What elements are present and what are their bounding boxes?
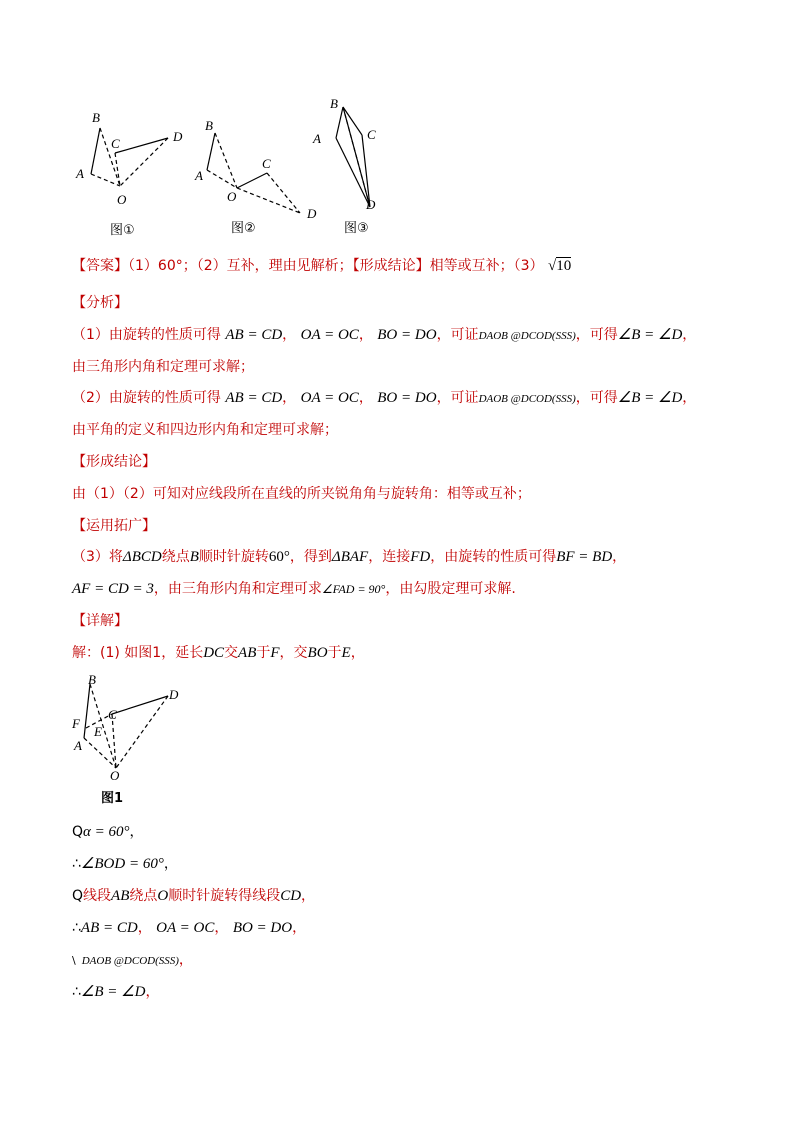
figure-2 <box>195 108 325 238</box>
sqrt-expression: √10 <box>548 258 572 274</box>
ext-text: 绕点 <box>161 549 190 565</box>
fig2-label-b: B <box>205 118 213 133</box>
point-o: O <box>157 888 169 904</box>
answer-line <box>72 255 571 275</box>
comma: ， <box>178 952 193 968</box>
fig2-label-c: C <box>262 156 271 171</box>
detail-caption: 图1 <box>101 791 124 806</box>
because-symbol: Q <box>72 888 84 904</box>
eq-bf-bd: BF = BD <box>556 549 613 565</box>
comma: ， <box>282 390 297 406</box>
comma: ， <box>358 390 373 406</box>
comma: ， <box>682 327 697 343</box>
eq-bod: ∠BOD = 60° <box>80 856 164 872</box>
seg-ab: AB <box>111 888 130 904</box>
analysis-tag: 【分析】 <box>72 295 128 311</box>
therefore-symbol: ∴ <box>72 920 81 936</box>
therefore-symbol: ∴ <box>72 856 81 872</box>
tri-bcd: ΔBCD <box>122 549 162 565</box>
detail-label-c: C <box>108 707 117 722</box>
then-text: ，可得 <box>575 390 618 406</box>
fig3-label-d: D <box>366 197 376 212</box>
point-b: B <box>189 549 199 565</box>
ext-text: （3）将 <box>72 549 123 565</box>
detail-text: 于 <box>327 645 342 661</box>
fig1-label-c: C <box>111 136 120 151</box>
detail-label-e: E <box>94 724 102 739</box>
extension-tag: 【运用拓广】 <box>72 518 156 534</box>
ext-text: ，由勾股定理可求解. <box>385 581 516 597</box>
eq-angle: ∠B = ∠D <box>617 327 683 343</box>
point-f: F <box>270 645 280 661</box>
sqrt-value: 10 <box>556 258 572 274</box>
detail-text: ， <box>129 824 144 840</box>
angle-60: 60° <box>268 549 290 565</box>
congruence: DAOB @DCOD(SSS) <box>81 955 179 967</box>
eq-bo-do: BO = DO <box>377 327 437 343</box>
detail-text: ， <box>163 856 178 872</box>
detail-text: 顺时针旋转得线段 <box>168 888 281 904</box>
comma: ， <box>358 327 373 343</box>
fig3-label-b: B <box>330 96 338 111</box>
extension-line-1 <box>72 546 626 566</box>
figure-detail <box>68 672 198 812</box>
detail-step-1 <box>72 821 144 841</box>
fig1-label-o: O <box>117 192 127 207</box>
fig1-label-b: B <box>92 110 100 125</box>
ext-text: ，由旋转的性质可得 <box>430 549 557 565</box>
eq-fad: ∠FAD = 90° <box>321 582 386 596</box>
detail-label-o: O <box>110 768 120 783</box>
congruence: DAOB @DCOD(SSS) <box>478 393 576 405</box>
detail-text: 解：(1) 如图1，延长 <box>72 645 204 661</box>
answer-tag: 【答案】 <box>72 258 128 274</box>
answer-conclusion-tag: 【形成结论】 <box>352 258 430 274</box>
detail-text: 绕点 <box>129 888 158 904</box>
detail-label-a: A <box>74 738 82 753</box>
congruence: DAOB @DCOD(SSS) <box>478 330 576 342</box>
detail-step-5 <box>72 949 193 969</box>
detail-step-2 <box>72 853 178 873</box>
point-e: E <box>341 645 351 661</box>
analysis-line-1 <box>72 324 696 344</box>
fig1-caption: 图① <box>110 223 135 238</box>
detail-text: ， <box>301 888 316 904</box>
detail-step-4 <box>72 917 306 937</box>
detail-text: 线段 <box>83 888 112 904</box>
eq-angle: ∠B = ∠D <box>80 984 146 1000</box>
comma: ， <box>282 327 297 343</box>
detail-text: 交 <box>224 645 239 661</box>
fig2-caption: 图② <box>231 221 256 236</box>
comma: ， <box>292 920 307 936</box>
comma: ， <box>682 390 697 406</box>
comma: ， <box>137 920 152 936</box>
therefore-symbol: ∴ <box>72 984 81 1000</box>
eq-ab-cd: AB = CD <box>225 327 283 343</box>
eq-oa-oc: OA = OC <box>300 327 359 343</box>
detail-step-6 <box>72 981 159 1001</box>
ext-text: ，连接 <box>368 549 411 565</box>
eq-af-cd: AF = CD = 3 <box>72 581 154 597</box>
eq-oa-oc: OA = OC <box>156 920 215 936</box>
eq-angle: ∠B = ∠D <box>617 390 683 406</box>
comma: ， <box>145 984 160 1000</box>
ext-text: ， <box>612 549 627 565</box>
seg-fd: FD <box>410 549 431 565</box>
fig3-label-c: C <box>367 127 376 142</box>
analysis-line-2 <box>72 387 696 407</box>
analysis-p1-prefix: （1）由旋转的性质可得 <box>72 327 221 343</box>
analysis-p2-prefix: （2）由旋转的性质可得 <box>72 390 221 406</box>
detail-text: 于 <box>256 645 271 661</box>
analysis-line-2b: 由平角的定义和四边形内角和定理可求解； <box>72 422 338 438</box>
detail-text: ， <box>350 645 365 661</box>
seg-ab: AB <box>238 645 257 661</box>
prove-text: ，可证 <box>436 327 479 343</box>
because-symbol: Q <box>72 824 84 840</box>
eq-alpha: α = 60° <box>83 824 130 840</box>
detail-label-f: F <box>72 716 80 731</box>
seg-dc: DC <box>203 645 225 661</box>
ext-text: ，得到 <box>289 549 332 565</box>
fig2-label-d: D <box>307 206 317 221</box>
ext-text: ，由三角形内角和定理可求 <box>153 581 322 597</box>
fig1-label-d: D <box>173 129 183 144</box>
conclusion-tag: 【形成结论】 <box>72 454 156 470</box>
detail-label-d: D <box>169 687 179 702</box>
figure-1 <box>70 108 200 238</box>
detail-tag: 【详解】 <box>72 613 128 629</box>
detail-line-1 <box>72 642 365 662</box>
fig3-label-a: A <box>313 131 321 146</box>
eq-ab-cd: AB = CD <box>80 920 138 936</box>
fig1-label-a: A <box>76 166 84 181</box>
answer-part1: （1）60°；（2）互补，理由见解析； <box>128 258 353 274</box>
seg-cd: CD <box>280 888 302 904</box>
detail-label-b: B <box>88 672 96 687</box>
figure-3 <box>310 95 400 240</box>
conclusion-text: 由（1）（2）可知对应线段所在直线的所夹锐角角与旋转角：相等或互补； <box>72 486 531 502</box>
eq-oa-oc: OA = OC <box>300 390 359 406</box>
eq-bo-do: BO = DO <box>377 390 437 406</box>
detail-step-3 <box>72 885 315 905</box>
fig3-caption: 图③ <box>344 221 369 236</box>
ext-text: 顺时针旋转 <box>198 549 269 565</box>
detail-text: ，交 <box>279 645 308 661</box>
tri-baf: ΔBAF <box>331 549 369 565</box>
comma: ， <box>214 920 229 936</box>
fig2-label-o: O <box>227 189 237 204</box>
then-text: ，可得 <box>575 327 618 343</box>
eq-ab-cd: AB = CD <box>225 390 283 406</box>
therefore-symbol: \ <box>72 954 76 967</box>
extension-line-2 <box>72 578 516 598</box>
eq-bo-do: BO = DO <box>232 920 293 936</box>
answer-part2: 相等或互补；（3） <box>429 258 544 274</box>
seg-bo: BO <box>307 645 328 661</box>
analysis-line-1b: 由三角形内角和定理可求解； <box>72 359 254 375</box>
fig2-label-a: A <box>195 168 203 183</box>
prove-text: ，可证 <box>436 390 479 406</box>
